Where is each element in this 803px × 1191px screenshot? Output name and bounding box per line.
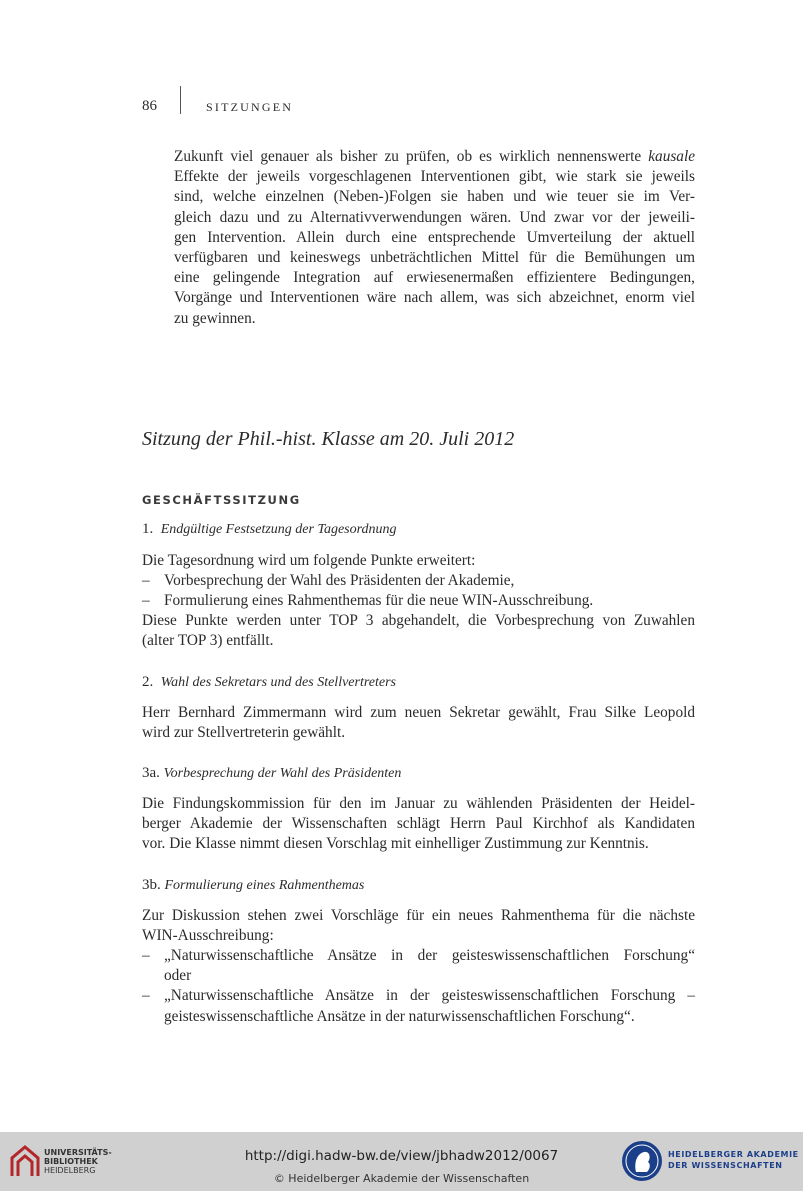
academy-name: HEIDELBERGER AKADEMIE DER WISSENSCHAFTEN [668,1150,799,1170]
session-title: Sitzung der Phil.-hist. Klasse am 20. Juli 2012 [142,428,515,450]
text-line: Zukunft viel genauer als bisher zu prüfen, ob es wirklich nennenswerte kausale [174,148,695,165]
item-3b-lead: Zur Diskussion stehen zwei Vorschläge für ein neues Rahmenthema für die nächste WIN-Ausschreibung: [142,907,695,945]
item-1-list [142,571,695,611]
text-line: Vorgänge und Interventionen wäre nach allem, was sich abzeichnet, enorm viel [174,289,695,307]
item-heading-1: 1. Endgültige Festsetzung der Tagesordnung [142,521,397,537]
source-url-link[interactable]: http://digi.hadw-bw.de/view/jbhadw2012/0067 [244,1148,559,1164]
page-header [142,86,702,120]
item-3a-text: Die Findungskommission für den im Januar zu wählenden Präsidenten der Heidel- berger Akademie der Wissenschaften schlägt Herrn Paul Kirchhof als Kandidaten vor. Die Klasse nimmt diesen Vorschlag mit einhelliger Zustimmung zur Kenntnis. [142,795,695,853]
academy-seal-icon [620,1138,664,1184]
item-2-text: Herr Bernhard Zimmermann wird zum neuen Sekretar gewählt, Frau Silke Leopold wird zur Stellvertreterin gewählt. [142,704,695,742]
page-number: 86 [142,98,157,114]
text-line: gleich dazu und zu Alternativverwendungen wären. Und zwar vor der jeweili- [174,208,695,226]
copyright-notice: © Heidelberger Akademie der Wissenschaften [273,1172,530,1185]
running-title: SITZUNGEN [206,100,294,114]
item-heading-3a: 3a. Vorbesprechung der Wahl des Präsidenten [142,765,402,781]
text-line: sind, welche einzelnen (Neben-)Folgen sie haben und wie teuer sie im Ver- [174,188,695,206]
list-item: – „Naturwissenschaftliche Ansätze in der geisteswissenschaftlichen Forschung“ oder [142,947,695,985]
header-divider [180,86,181,114]
intro-paragraph [174,147,695,329]
item-1-lead: Die Tagesordnung wird um folgende Punkte erweitert: [142,552,476,569]
section-heading: GESCHÄFTSSITZUNG [142,493,301,507]
list-item: – „Naturwissenschaftliche Ansätze in der geisteswissenschaftlichen Forschung – geisteswissenschaftliche Ansätze in der naturwissenschaftlichen Forschung“. [142,987,695,1025]
item-heading-3b: 3b. Formulierung eines Rahmenthemas [142,877,365,893]
list-item: – Formulierung eines Rahmenthemas für die neue WIN-Ausschreibung. [142,592,594,610]
text-line: gen Intervention. Allein durch eine entsprechende Umverteilung der aktuell [174,228,695,246]
text-line: eine gelingende Integration auf erwiesenermaßen effizientere Bedingungen, [174,269,695,287]
footer-bar [0,1132,803,1191]
text-line: Effekte der jeweils vorgeschlagenen Interventionen gibt, wie stark sie jeweils [174,168,695,186]
item-3b-list [142,946,695,1027]
list-item: – Vorbesprechung der Wahl des Präsidenten der Akademie, [142,572,515,589]
text-line: verfügbaren und keineswegs unbeträchtlichen Mittel für die Bemühungen um [174,249,695,267]
item-1-tail: Diese Punkte werden unter TOP 3 abgehandelt, die Vorbesprechung von Zuwahlen (alter TOP 3) entfällt. [142,612,695,650]
item-heading-2: 2. Wahl des Sekretars und des Stellvertreters [142,674,396,690]
university-library-name: UNIVERSITÄTS- BIBLIOTHEK HEIDELBERG [44,1148,112,1175]
text-line: zu gewinnen. [174,309,256,327]
